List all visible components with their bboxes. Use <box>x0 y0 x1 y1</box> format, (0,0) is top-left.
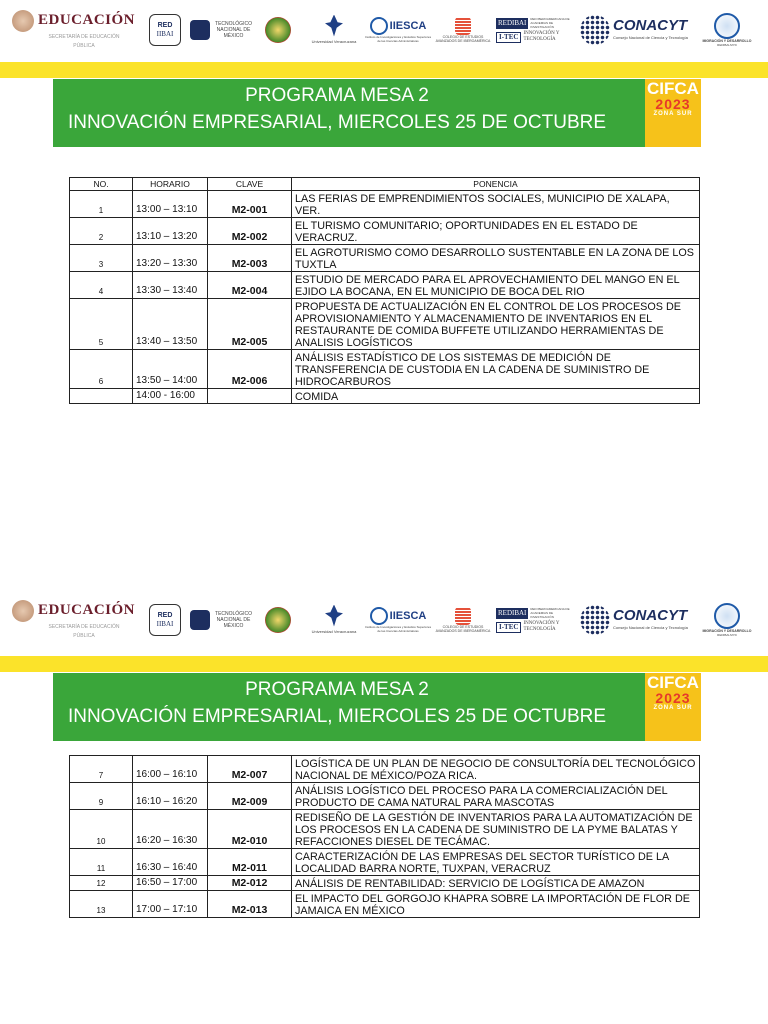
iiesca-subtitle: Instituto de Investigaciones y Estudios Superiores de las Ciencias Administrativas <box>364 625 432 633</box>
page-1 <box>0 0 768 500</box>
sep-logo <box>12 598 136 642</box>
globe-icon <box>370 607 388 625</box>
cell-ponencia: ESTUDIO DE MERCADO PARA EL APROVECHAMIENTO DEL MANGO EN EL EJIDO LA BOCANA, EN EL MUNICIPIO DE BOCA DEL RIO <box>292 272 700 299</box>
uv-logo <box>308 8 360 52</box>
sep-logo-subtitle: SECRETARÍA DE EDUCACIÓN PÚBLICA <box>48 623 120 639</box>
cifca-year: 2023 <box>655 96 691 112</box>
migracion-label: MIGRACIÓN Y DESARROLLO <box>702 629 752 633</box>
banner-title: PROGRAMA MESA 2 <box>245 679 429 700</box>
banner-subtitle: INNOVACIÓN EMPRESARIAL, MIERCOLES 25 DE OCTUBRE <box>67 112 607 133</box>
cell-no: 7 <box>70 756 133 783</box>
rediba-itec-logo <box>496 598 576 642</box>
sep-logo <box>12 8 136 52</box>
iiesca-label: IIESCA <box>389 19 427 32</box>
sep-logo-subtitle: SECRETARÍA DE EDUCACIÓN PÚBLICA <box>48 33 120 49</box>
cell-ponencia: LAS FERIAS DE EMPRENDIMIENTOS SOCIALES, MUNICIPIO DE XALAPA, VER. <box>292 191 700 218</box>
uv-logo <box>308 598 360 642</box>
dots-sphere-icon <box>580 605 610 635</box>
migracion-logo <box>702 598 752 642</box>
red-iibai-logo <box>148 8 182 52</box>
header-no: NO. <box>70 178 133 191</box>
uv-label: Universidad Veracruzana <box>311 38 357 44</box>
cell-no: 6 <box>70 350 133 389</box>
iiesca-logo <box>364 8 432 52</box>
table-row <box>70 350 700 389</box>
cell-clave: M2-005 <box>208 299 292 350</box>
sep-seal-icon <box>12 10 34 32</box>
colegio-logo <box>434 8 492 52</box>
red-label: RED <box>157 22 173 29</box>
logo-strip <box>0 590 768 650</box>
table-row <box>70 245 700 272</box>
table-row <box>70 756 700 783</box>
colegio-emblem-icon <box>455 607 471 625</box>
cifca-label: CIFCA <box>647 673 699 692</box>
tecnm-label: TECNOLÓGICO NACIONAL DE MÉXICO <box>215 21 252 39</box>
rediba-itec-logo <box>496 8 576 52</box>
iibai-label: IIBAI <box>156 30 174 38</box>
cell-no: 9 <box>70 783 133 810</box>
page-2 <box>0 590 768 1024</box>
colegio-label: COLEGIO DE ESTUDIOS AVANZADOS DE IBEROAMÉRICA <box>435 35 491 43</box>
iibai-label: IIBAI <box>156 620 174 628</box>
cell-clave: M2-001 <box>208 191 292 218</box>
rediba-text: RED IBEROAMERICANA DE ACADEMIAS DE INVESTIGACIÓN <box>530 17 570 29</box>
program-banner <box>53 79 701 147</box>
cell-horario: 13:40 – 13:50 <box>133 299 208 350</box>
cell-no: 13 <box>70 891 133 918</box>
cifca-year: 2023 <box>655 690 691 706</box>
sep-logo-text: EDUCACIÓN <box>38 12 136 28</box>
colegio-emblem-icon <box>455 17 471 35</box>
logo-strip <box>0 0 768 60</box>
table-header-row <box>70 178 700 191</box>
red-iibai-logo <box>148 598 182 642</box>
cell-no: 5 <box>70 299 133 350</box>
cell-horario: 17:00 – 17:10 <box>133 891 208 918</box>
cell-ponencia: EL TURISMO COMUNITARIO; OPORTUNIDADES EN EL ESTADO DE VERACRUZ. <box>292 218 700 245</box>
cell-horario: 13:10 – 13:20 <box>133 218 208 245</box>
cell-clave: M2-010 <box>208 810 292 849</box>
conacyt-subtitle: Consejo Nacional de Ciencia y Tecnología <box>613 625 688 630</box>
yellow-band <box>0 656 768 672</box>
cell-horario: 13:30 – 13:40 <box>133 272 208 299</box>
uv-label: Universidad Veracruzana <box>311 628 357 634</box>
cell-clave: M2-006 <box>208 350 292 389</box>
banner-title: PROGRAMA MESA 2 <box>245 85 429 106</box>
cell-clave: M2-007 <box>208 756 292 783</box>
table-row <box>70 810 700 849</box>
sep-logo-text: EDUCACIÓN <box>38 602 136 618</box>
conacyt-subtitle: Consejo Nacional de Ciencia y Tecnología <box>613 35 688 40</box>
cell-ponencia: EL AGROTURISMO COMO DESARROLLO SUSTENTABLE EN LA ZONA DE LOS TUXTLA <box>292 245 700 272</box>
cell-clave: M2-012 <box>208 876 292 891</box>
cell-clave: M2-013 <box>208 891 292 918</box>
cell-horario: 16:10 – 16:20 <box>133 783 208 810</box>
cifca-badge <box>645 79 701 147</box>
table-row <box>70 299 700 350</box>
cell-ponencia: ANÁLISIS DE RENTABILIDAD: SERVICIO DE LOGÍSTICA DE AMAZON <box>292 876 700 891</box>
conacyt-logo <box>580 598 700 642</box>
cell-horario: 14:00 - 16:00 <box>133 389 208 404</box>
cifca-zone: ZONA SUR <box>653 705 693 711</box>
conacyt-label: CONACYT <box>613 607 688 624</box>
cell-clave: M2-009 <box>208 783 292 810</box>
tecnm-label: TECNOLÓGICO NACIONAL DE MÉXICO <box>215 611 252 629</box>
cell-clave: M2-002 <box>208 218 292 245</box>
table-row <box>70 389 700 404</box>
rediba-label: REDIBAI <box>498 18 527 27</box>
crest-icon <box>265 17 291 43</box>
migracion-subtitle: REDIBAI-MYD <box>717 633 737 637</box>
cell-no: 2 <box>70 218 133 245</box>
cell-ponencia: ANÁLISIS LOGÍSTICO DEL PROCESO PARA LA COMERCIALIZACIÓN DEL PRODUCTO DE CAMA NATURAL PARA MASCOTAS <box>292 783 700 810</box>
program-banner <box>53 673 701 741</box>
cell-clave: M2-011 <box>208 849 292 876</box>
cell-ponencia: LOGÍSTICA DE UN PLAN DE NEGOCIO DE CONSULTORÍA DEL TECNOLÓGICO NACIONAL DE MÉXICO/POZA RICA. <box>292 756 700 783</box>
flower-icon <box>325 15 343 37</box>
cell-no: 10 <box>70 810 133 849</box>
colegio-logo <box>434 598 492 642</box>
cell-horario: 16:50 – 17:00 <box>133 876 208 891</box>
cell-ponencia: COMIDA <box>292 389 700 404</box>
header-clave: CLAVE <box>208 178 292 191</box>
table-row <box>70 849 700 876</box>
cell-no <box>70 389 133 404</box>
cifca-badge <box>645 673 701 741</box>
program-table-2-body <box>70 756 700 918</box>
iiesca-logo <box>364 598 432 642</box>
itec-label: I-TEC <box>496 32 521 43</box>
cifca-label: CIFCA <box>647 79 699 98</box>
cell-horario: 16:30 – 16:40 <box>133 849 208 876</box>
dots-sphere-icon <box>580 15 610 45</box>
program-table-1-body <box>70 191 700 404</box>
cell-clave <box>208 389 292 404</box>
conacyt-label: CONACYT <box>613 17 688 34</box>
rediba-text: RED IBEROAMERICANA DE ACADEMIAS DE INVESTIGACIÓN <box>530 607 570 619</box>
table-row <box>70 191 700 218</box>
table-row <box>70 876 700 891</box>
table-row <box>70 272 700 299</box>
table-row <box>70 783 700 810</box>
cell-no: 11 <box>70 849 133 876</box>
cell-no: 12 <box>70 876 133 891</box>
sep-seal-icon <box>12 600 34 622</box>
cell-horario: 13:00 – 13:10 <box>133 191 208 218</box>
globe-icon <box>714 603 740 629</box>
header-horario: HORARIO <box>133 178 208 191</box>
cell-no: 4 <box>70 272 133 299</box>
table-row <box>70 218 700 245</box>
globe-icon <box>714 13 740 39</box>
crest-icon <box>265 607 291 633</box>
cell-ponencia: REDISEÑO DE LA GESTIÓN DE INVENTARIOS PARA LA AUTOMATIZACIÓN DE LOS PROCESOS EN LA CADENA DE SUMINISTRO DE LA PYME BALATAS Y REFACCIONES DIESEL DE TECÁMAC. <box>292 810 700 849</box>
tecnm-logo <box>188 8 256 52</box>
cell-horario: 16:20 – 16:30 <box>133 810 208 849</box>
cell-ponencia: EL IMPACTO DEL GORGOJO KHAPRA SOBRE LA IMPORTACIÓN DE FLOR DE JAMAICA EN MÉXICO <box>292 891 700 918</box>
innovacion-label: INNOVACIÓN Y TECNOLOGÍA <box>523 31 560 42</box>
itec-label: I-TEC <box>496 622 521 633</box>
cell-no: 1 <box>70 191 133 218</box>
globe-icon <box>370 17 388 35</box>
tecnm-logo <box>188 598 256 642</box>
gear-icon <box>190 20 210 40</box>
colegio-label: COLEGIO DE ESTUDIOS AVANZADOS DE IBEROAMÉRICA <box>435 625 491 633</box>
flower-icon <box>325 605 343 627</box>
cell-horario: 13:20 – 13:30 <box>133 245 208 272</box>
migracion-logo <box>702 8 752 52</box>
cell-clave: M2-004 <box>208 272 292 299</box>
escudo-logo <box>260 8 296 52</box>
cell-clave: M2-003 <box>208 245 292 272</box>
program-table-1 <box>69 177 700 404</box>
cell-horario: 13:50 – 14:00 <box>133 350 208 389</box>
cifca-zone: ZONA SUR <box>653 111 693 117</box>
gear-icon <box>190 610 210 630</box>
yellow-band <box>0 62 768 78</box>
header-ponencia: PONENCIA <box>292 178 700 191</box>
red-label: RED <box>157 612 173 619</box>
innovacion-label: INNOVACIÓN Y TECNOLOGÍA <box>523 621 560 632</box>
migracion-label: MIGRACIÓN Y DESARROLLO <box>702 39 752 43</box>
iiesca-label: IIESCA <box>389 609 427 622</box>
escudo-logo <box>260 598 296 642</box>
cell-ponencia: CARACTERIZACIÓN DE LAS EMPRESAS DEL SECTOR TURÍSTICO DE LA LOCALIDAD BARRA NORTE, TUXPAN, VERACRUZ <box>292 849 700 876</box>
table-row <box>70 891 700 918</box>
migracion-subtitle: REDIBAI-MYD <box>717 43 737 47</box>
iiesca-subtitle: Instituto de Investigaciones y Estudios Superiores de las Ciencias Administrativas <box>364 35 432 43</box>
cell-ponencia: PROPUESTA DE ACTUALIZACIÓN EN EL CONTROL DE LOS PROCESOS DE APROVISIONAMIENTO Y ALMACENAMIENTO DE INVENTARIOS EN EL RESTAURANTE DE COMIDA BUFFETE UTILIZANDO HERRAMIENTAS DE ANALISIS LOGÍSTICOS <box>292 299 700 350</box>
cell-horario: 16:00 – 16:10 <box>133 756 208 783</box>
rediba-label: REDIBAI <box>498 608 527 617</box>
cell-no: 3 <box>70 245 133 272</box>
cell-ponencia: ANÁLISIS ESTADÍSTICO DE LOS SISTEMAS DE MEDICIÓN DE TRANSFERENCIA DE CUSTODIA EN LA CADENA DE SUMINISTRO DE HIDROCARBUROS <box>292 350 700 389</box>
conacyt-logo <box>580 8 700 52</box>
program-table-2 <box>69 755 700 918</box>
banner-subtitle: INNOVACIÓN EMPRESARIAL, MIERCOLES 25 DE OCTUBRE <box>67 706 607 727</box>
